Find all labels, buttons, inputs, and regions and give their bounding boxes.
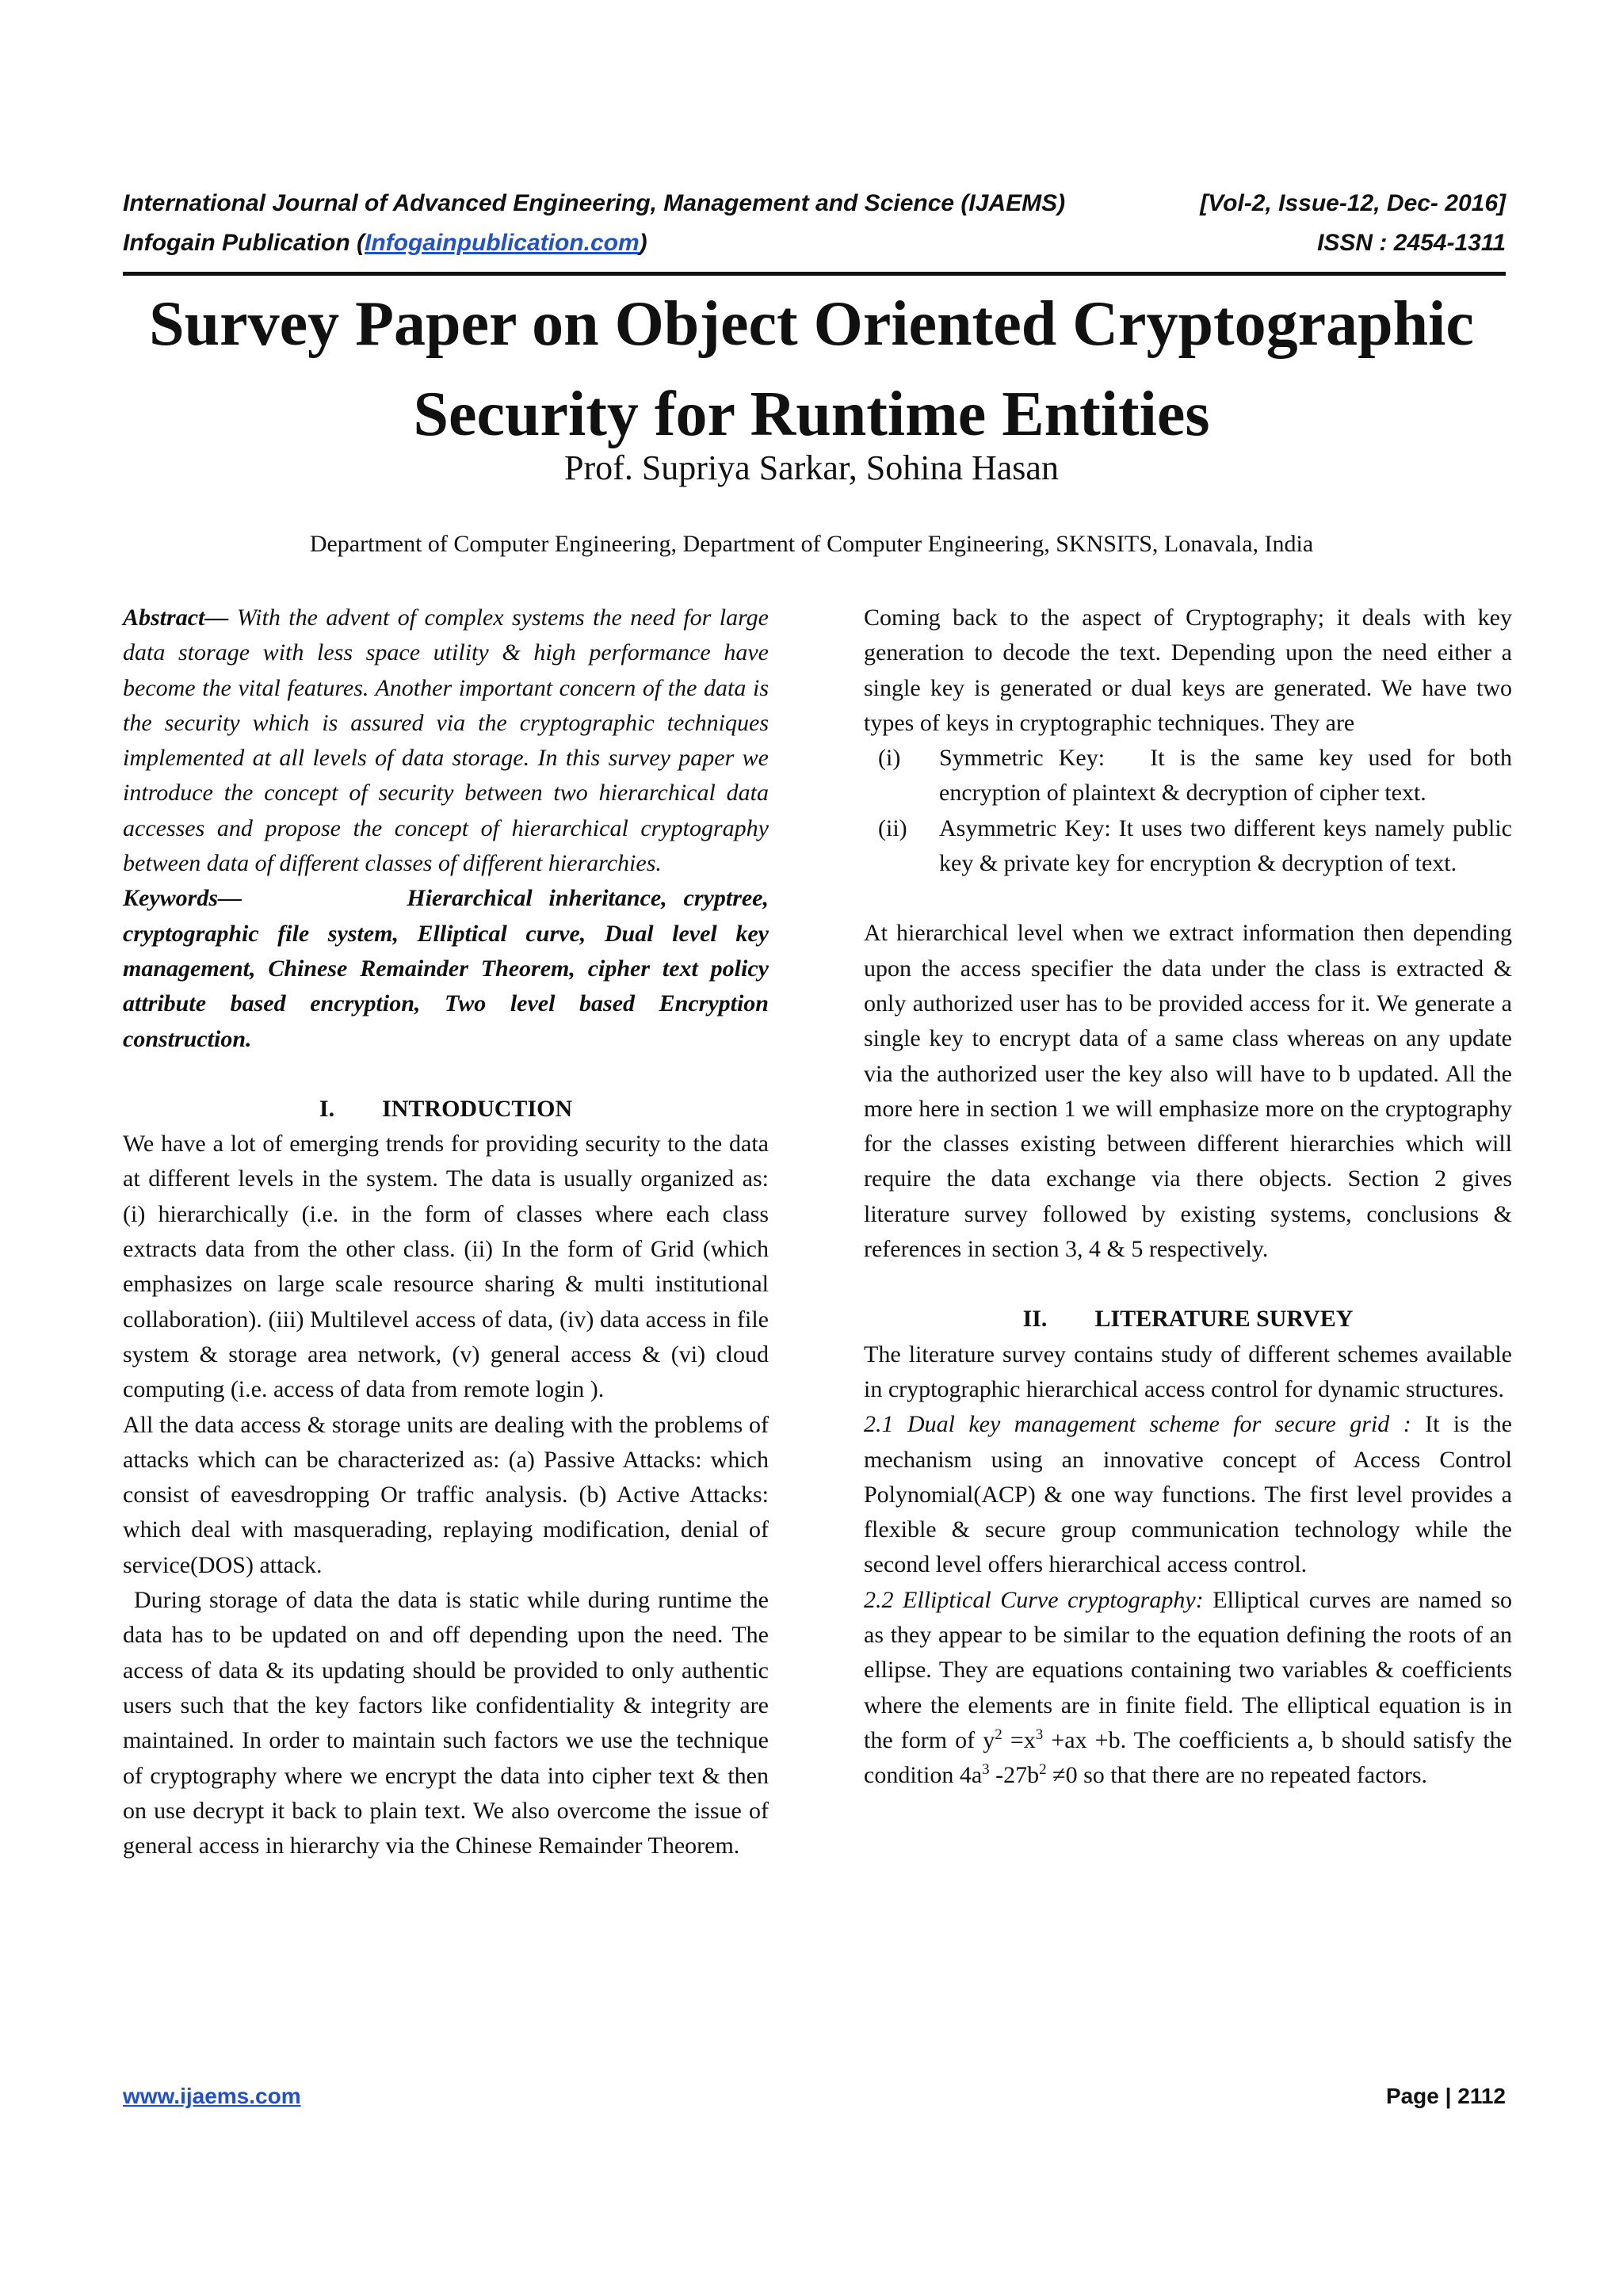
hierarchy-paragraph: At hierarchical level when we extract information then depending upon the access specifier the data under the class is extracted & only authorized user has to be provided access for it. We generate a single key to encrypt data of a same class whereas on any update via the authorized user the key also will have to b updated. All the more here in section 1 we will emphasize more on the cryptography for the classes existing between different hierarchies which will require the data exchange via there objects. Section 2 gives literature survey followed by existing systems, conclusions & references in section 3, 4 & 5 respectively. — [864, 920, 1512, 1263]
volume-issue: [Vol-2, Issue-12, Dec- 2016] — [1200, 190, 1506, 216]
crypto-paragraph: Coming back to the aspect of Cryptography; it deals with key generation to decode the text. Depending upon the need either a single key is generated or dual keys are generated. We have two types of keys in cryptographic techniques. They are — [864, 605, 1512, 736]
issn: ISSN : 2454-1311 — [1317, 230, 1506, 256]
affiliation: Department of Computer Engineering, Department of Computer Engineering, SKNSITS, Lonavala, India — [309, 531, 1314, 557]
footer-site-link[interactable]: www.ijaems.com — [123, 2084, 301, 2108]
header-rule — [123, 272, 1506, 276]
publisher: Infogain Publication (Infogainpublication.com) — [123, 230, 647, 256]
keywords: Keywords— Hierarchical inheritance, cryptree, cryptographic file system, Elliptical curve, Dual level key management, Chinese Remainder Theorem, cipher text policy attribute based encryption, Two level based Encryption construction. — [123, 885, 775, 1052]
literature-intro: The literature survey contains study of different schemes available in cryptographic hierarchical access control for dynamic structures. — [864, 1341, 1512, 1402]
list-item: (i) Symmetric Key: It is the same key used for both encryption of plaintext & decryption of cipher text. — [878, 745, 1518, 807]
intro-paragraph-2: All the data access & storage units are dealing with the problems of attacks which can be characterized as: (a) Passive Attacks: which consist of eavesdropping Or traffic analysis. (b) Active Attacks: which deal with masquerading, replaying modification, denial of service(DOS) attack. — [123, 1411, 769, 1578]
journal-name: International Journal of Advanced Engineering, Management and Science (IJAEMS) — [123, 190, 1066, 216]
subsection-2-1: 2.1 Dual key management scheme for secure grid : It is the mechanism using an innovative concept of Access Control Polynomial(ACP) & one way functions. The first level provides a flexible & secure group communication technology while the second level offers hierarchical access control. — [864, 1411, 1512, 1578]
left-column — [123, 601, 775, 1863]
page-number: Page | 2112 — [1385, 2084, 1506, 2108]
publisher-link[interactable]: Infogainpublication.com — [364, 230, 640, 256]
authors: Prof. Supriya Sarkar, Sohina Hasan — [564, 448, 1059, 487]
paper-title: Survey Paper on Object Oriented Cryptographic Security for Runtime Entities — [149, 289, 1474, 449]
list-item: (ii) Asymmetric Key: It uses two different keys namely public key & private key for encryption & decryption of text. — [878, 814, 1512, 877]
subsection-2-2: 2.2 Elliptical Curve cryptography: Elliptical curves are named so as they appear to be similar to the equation defining the roots of an ellipse. They are equations containing two variables & coefficients where the elements are in finite field. The elliptical equation is in the form of $y^2 =x^3 +ax +b$. The coefficients a, b should satisfy the condition $4a^3$ $-27b^2 \ne 0$ so that there are no repeated factors. — [864, 1586, 1512, 1789]
right-column — [864, 601, 1518, 1794]
section-heading-literature-survey: II. LITERATURE SURVEY — [1022, 1306, 1354, 1333]
section-heading-introduction: I. INTRODUCTION — [319, 1095, 573, 1122]
intro-paragraph-1: We have a lot of emerging trends for providing security to the data at different levels in the system. The data is usually organized as: (i) hierarchically (i.e. in the form of classes where each class extracts data from the other class. (ii) In the form of Grid (which emphasizes on large scale resource sharing & multi institutional collaboration). (iii) Multilevel access of data, (iv) data access in file system & storage area network, (v) general access & (vi) cloud computing (i.e. access of data from remote login ). — [123, 1131, 769, 1403]
intro-paragraph-3: During storage of data the data is static while during runtime the data has to be updated on and off depending upon the need. The access of data & its updating should be provided to only authentic users such that the key factors like confidentiality & integrity are maintained. In order to maintain such factors we use the technique of cryptography where we encrypt the data into cipher text & then on use decrypt it back to plain text. We also overcome the issue of general access in hierarchy via the Chinese Remainder Theorem. — [123, 1587, 769, 1859]
abstract: Abstract— With the advent of complex systems the need for large data storage with less space utility & high performance have become the vital features. Another important concern of the data is the security which is assured via the cryptographic techniques implemented at all levels of data storage. In this survey paper we introduce the concept of security between two hierarchical data accesses and propose the concept of hierarchical cryptography between data of different classes of different hierarchies. — [123, 605, 769, 877]
